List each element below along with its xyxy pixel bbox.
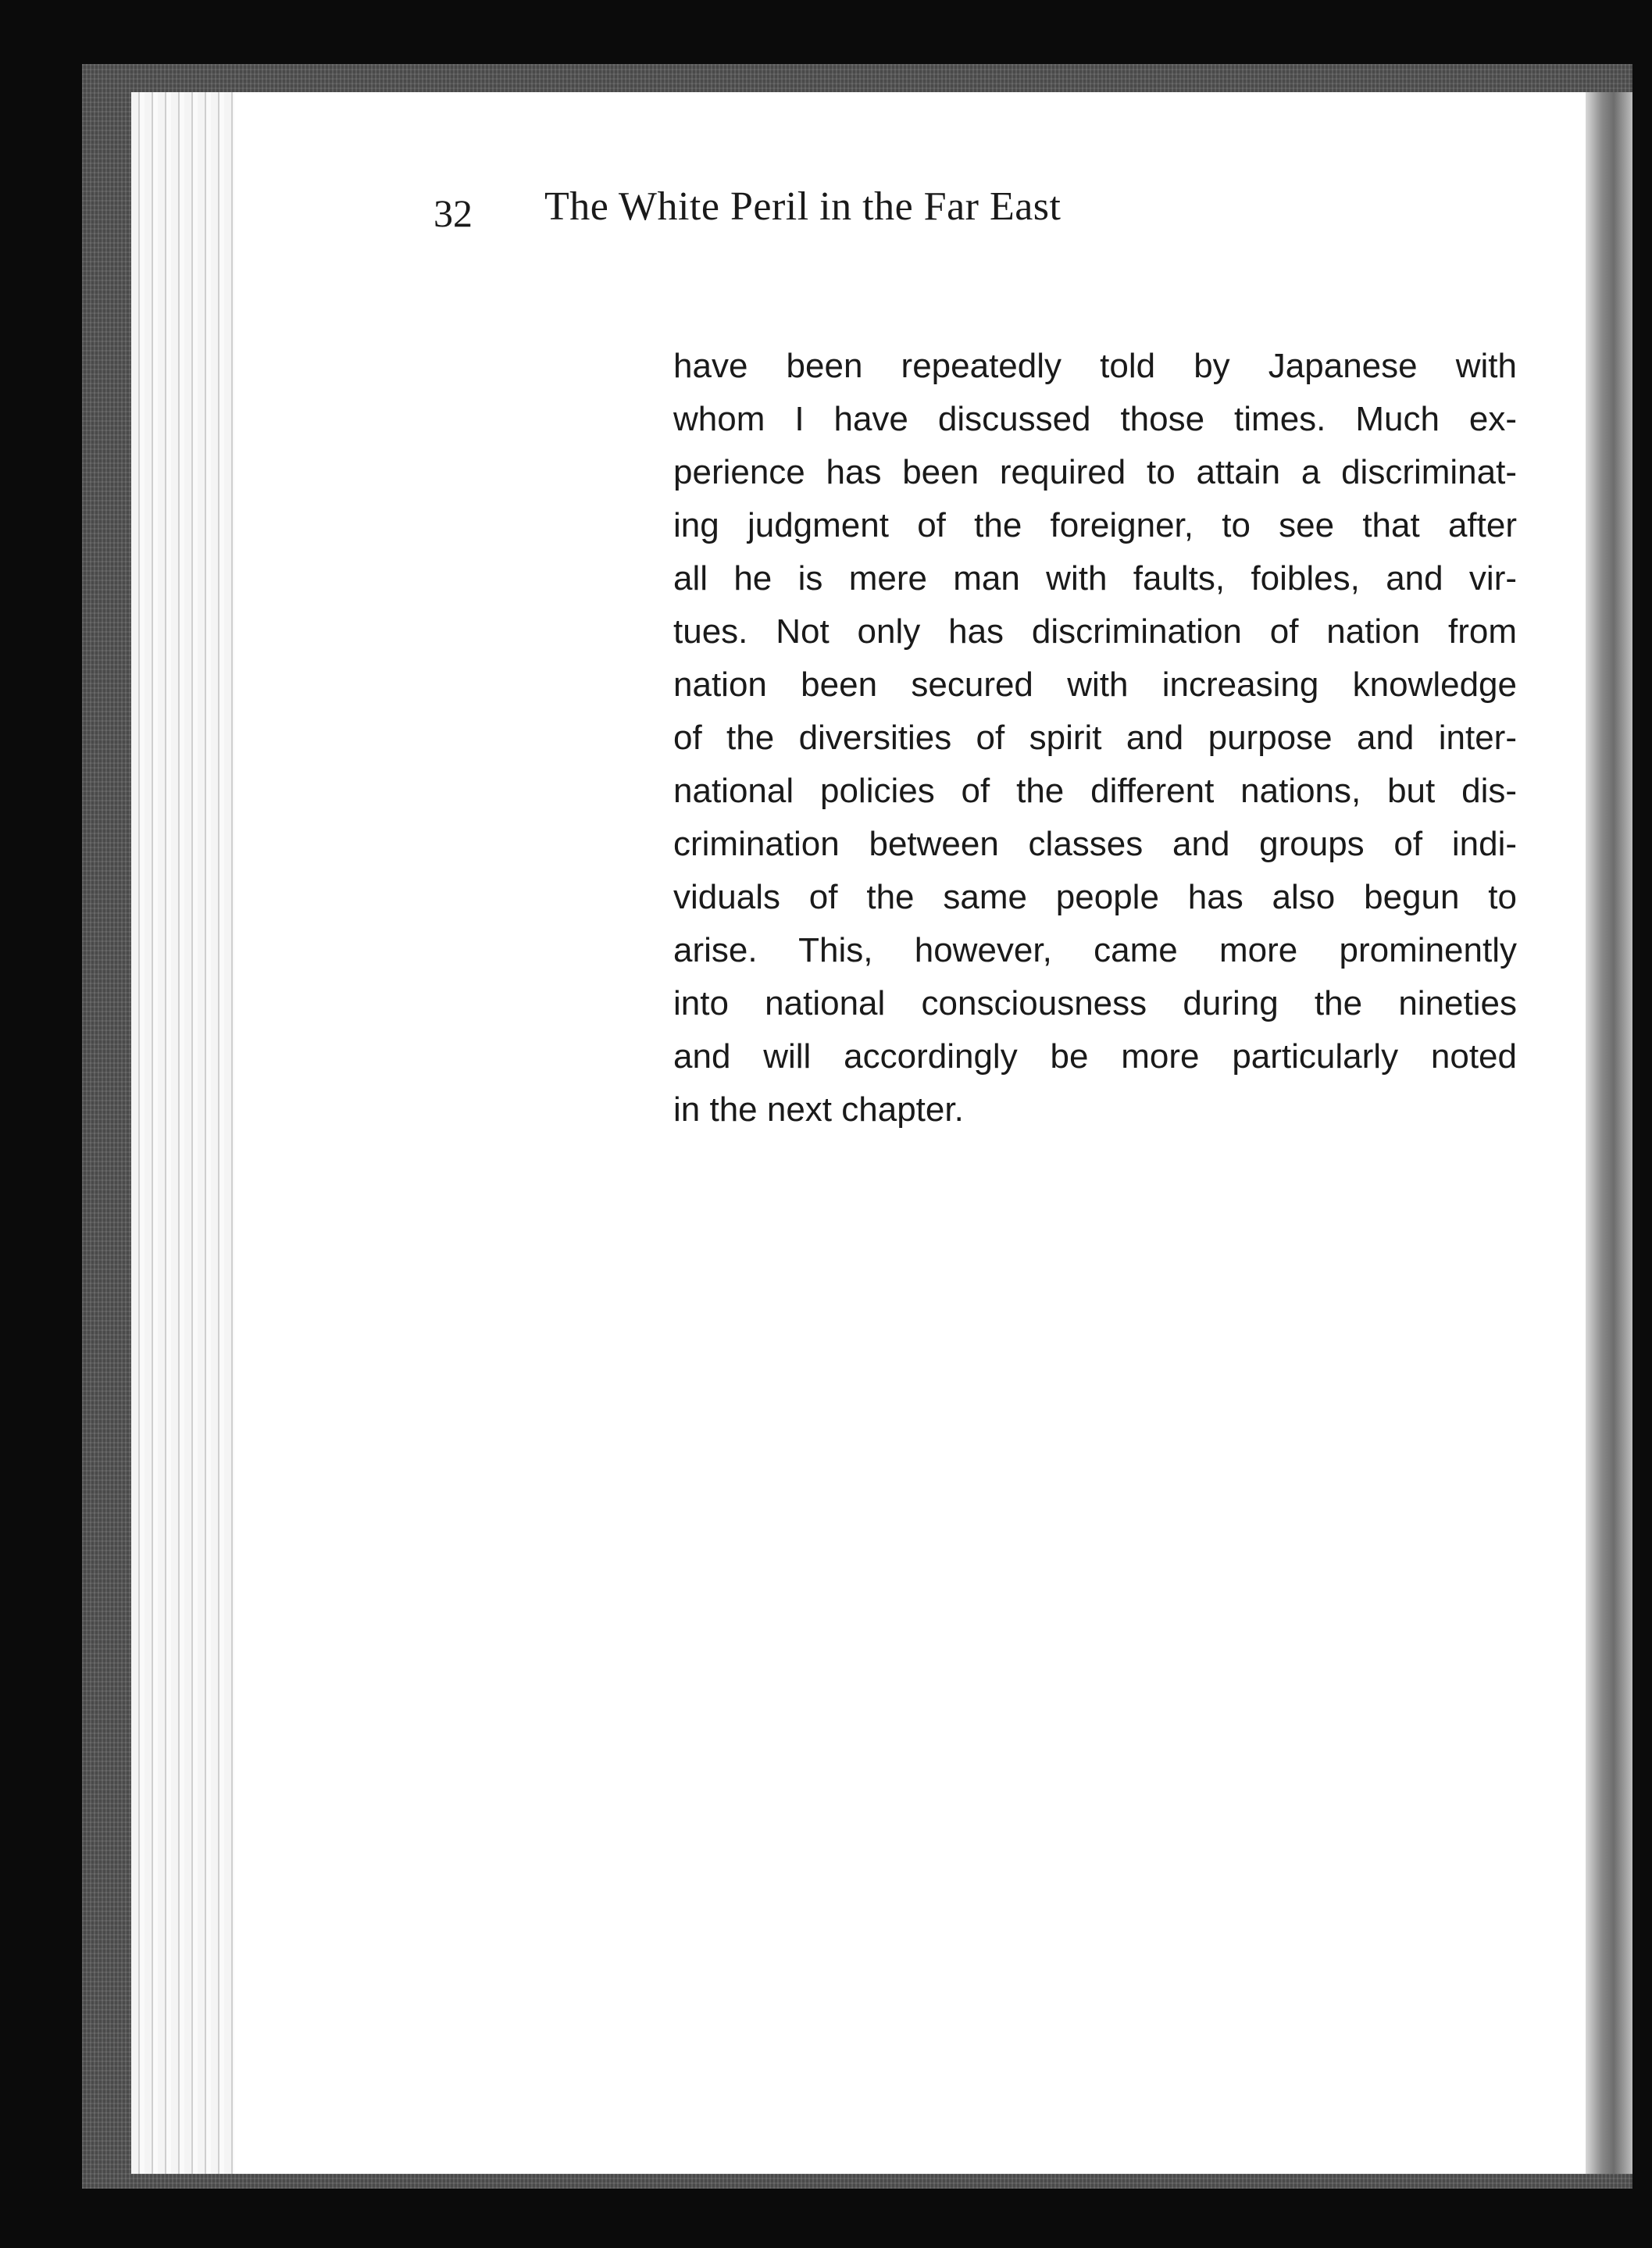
text-line: arise. This, however, came more prominently bbox=[673, 931, 1517, 969]
text-line: and will accordingly be more particularly noted bbox=[673, 1037, 1517, 1076]
gutter-shadow bbox=[1586, 92, 1632, 2174]
running-head bbox=[434, 168, 1418, 246]
text-line: whom I have discussed those times. Much ex- bbox=[673, 400, 1517, 438]
body-text bbox=[673, 340, 1517, 1136]
text-line: of the diversities of spirit and purpose and inter- bbox=[673, 719, 1517, 757]
text-line: crimination between classes and groups of indi- bbox=[673, 825, 1517, 863]
text-line: national policies of the different nations, but dis- bbox=[673, 772, 1517, 810]
text-line: have been repeatedly told by Japanese with bbox=[673, 347, 1517, 385]
text-line: nation been secured with increasing knowledge bbox=[673, 665, 1517, 704]
running-title: The White Peril in the Far East bbox=[544, 184, 1061, 229]
text-line: viduals of the same people has also begun to bbox=[673, 878, 1517, 916]
page-number: 32 bbox=[434, 191, 473, 235]
text-line: into national consciousness during the nineties bbox=[673, 984, 1517, 1022]
text-line: ing judgment of the foreigner, to see that after bbox=[673, 506, 1517, 544]
text-line: perience has been required to attain a discriminat- bbox=[673, 453, 1517, 491]
text-line-last: in the next chapter. bbox=[673, 1090, 964, 1129]
text-line: all he is mere man with faults, foibles, and vir- bbox=[673, 559, 1517, 598]
text-line: tues. Not only has discrimination of nation from bbox=[673, 612, 1517, 651]
